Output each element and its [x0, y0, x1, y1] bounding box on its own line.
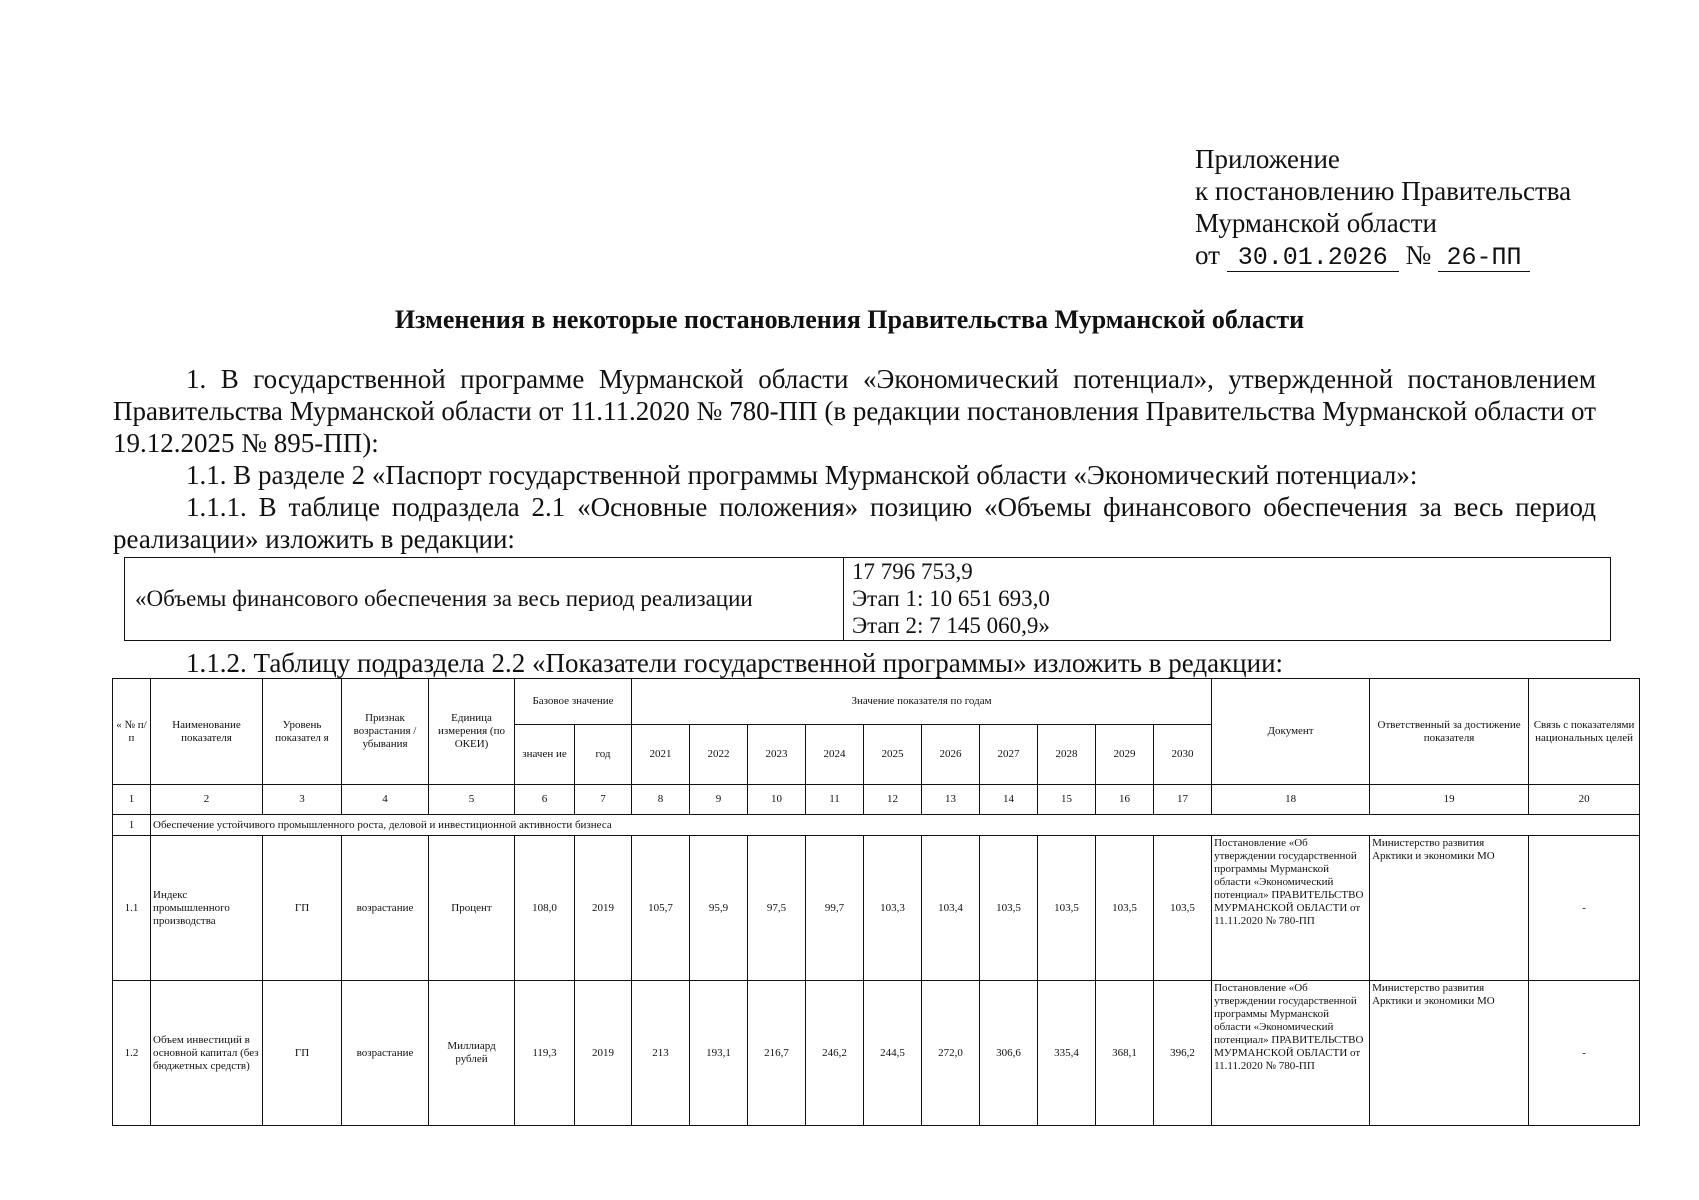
- column-numbers-row: [113, 785, 1640, 815]
- row-unit: Миллиард рублей: [429, 981, 515, 1126]
- appendix-line-3: Мурманской области: [1195, 208, 1437, 238]
- appendix-line-2: к постановлению Правительства: [1195, 176, 1572, 206]
- column-number: 8: [632, 785, 690, 815]
- table-row: [113, 981, 1640, 1126]
- row-base-value: 108,0: [515, 836, 575, 981]
- header-year: 2026: [922, 725, 980, 785]
- row-num: 1.2: [113, 981, 151, 1126]
- header-year: 2024: [806, 725, 864, 785]
- column-number: 3: [263, 785, 342, 815]
- header-year: 2022: [690, 725, 748, 785]
- table-row: [113, 836, 1640, 981]
- column-number: 17: [1154, 785, 1212, 815]
- column-number: 14: [980, 785, 1038, 815]
- indicators-table: [112, 678, 1640, 1126]
- header-responsible: Ответственный за достижение показателя: [1370, 679, 1529, 785]
- column-number: 15: [1038, 785, 1096, 815]
- date-prefix: от: [1195, 240, 1220, 270]
- row-sign: возрастание: [342, 836, 429, 981]
- finance-stage-2: Этап 2: 7 145 060,9»: [852, 613, 1050, 638]
- row-value: 368,1: [1096, 981, 1154, 1126]
- column-number: 1: [113, 785, 151, 815]
- appendix-date-line: [1195, 239, 1571, 272]
- header-year: 2021: [632, 725, 690, 785]
- row-document: Постановление «Об утверждении государственной программы Мурманской области «Экономический потенциал» ПРАВИТЕЛЬСТВО МУРМАНСКОЙ ОБЛАСТИ от 11.11.2020 № 780-ПП: [1212, 981, 1370, 1126]
- row-value: 105,7: [632, 836, 690, 981]
- row-value: 396,2: [1154, 981, 1212, 1126]
- resolution-number: 26-ПП: [1438, 245, 1530, 272]
- document-heading: Изменения в некоторые постановления Правительства Мурманской области: [394, 305, 1305, 334]
- resolution-date: 30.01.2026: [1227, 245, 1399, 272]
- row-sign: возрастание: [342, 981, 429, 1126]
- row-value: 103,5: [1154, 836, 1212, 981]
- header-num: « № п/п: [113, 679, 151, 785]
- column-number: 7: [575, 785, 632, 815]
- row-value: 246,2: [806, 981, 864, 1126]
- row-base-year: 2019: [575, 836, 632, 981]
- row-unit: Процент: [429, 836, 515, 981]
- column-number: 16: [1096, 785, 1154, 815]
- header-base: Базовое значение: [515, 679, 632, 725]
- row-value: 216,7: [748, 981, 806, 1126]
- finance-label: «Объемы финансового обеспечения за весь период реализации: [125, 558, 844, 640]
- row-name: Индекс промышленного производства: [151, 836, 263, 981]
- finance-table: [124, 557, 1611, 641]
- row-level: ГП: [263, 836, 342, 981]
- header-base-value: значен ие: [515, 725, 575, 785]
- column-number: 9: [690, 785, 748, 815]
- row-level: ГП: [263, 981, 342, 1126]
- section-title: Обеспечение устойчивого промышленного роста, деловой и инвестиционной активности бизнеса: [151, 815, 1640, 836]
- row-document: Постановление «Об утверждении государственной программы Мурманской области «Экономический потенциал» ПРАВИТЕЛЬСТВО МУРМАНСКОЙ ОБЛАСТИ от 11.11.2020 № 780-ПП: [1212, 836, 1370, 981]
- column-number: 13: [922, 785, 980, 815]
- row-value: 95,9: [690, 836, 748, 981]
- row-link: -: [1529, 981, 1640, 1126]
- header-year: 2030: [1154, 725, 1212, 785]
- finance-total: 17 796 753,9: [852, 559, 973, 584]
- row-value: 335,4: [1038, 981, 1096, 1126]
- paragraph-1-1-2: 1.1.2. Таблицу подраздела 2.2 «Показатели государственной программы» изложить в редакции:: [186, 648, 1284, 678]
- column-number: 18: [1212, 785, 1370, 815]
- header-link: Связь с показателями национальных целей: [1529, 679, 1640, 785]
- paragraph-1-1-1: 1.1.1. В таблице подраздела 2.1 «Основные положения» позицию «Объемы финансового обеспечения за весь период реализации» изложить в редакции:: [113, 492, 1596, 554]
- header-document: Документ: [1212, 679, 1370, 785]
- row-value: 103,5: [1096, 836, 1154, 981]
- paragraph-1-1: 1.1. В разделе 2 «Паспорт государственной программы Мурманской области «Экономический потенциал»:: [186, 460, 1418, 490]
- row-responsible: Министерство развития Арктики и экономики МО: [1370, 836, 1529, 981]
- column-number: 2: [151, 785, 263, 815]
- header-base-year: год: [575, 725, 632, 785]
- row-value: 306,6: [980, 981, 1038, 1126]
- row-value: 97,5: [748, 836, 806, 981]
- header-unit: Единица измерения (по ОКЕИ): [429, 679, 515, 785]
- row-value: 213: [632, 981, 690, 1126]
- header-year: 2028: [1038, 725, 1096, 785]
- row-base-value: 119,3: [515, 981, 575, 1126]
- finance-stage-1: Этап 1: 10 651 693,0: [852, 586, 1050, 611]
- row-value: 103,4: [922, 836, 980, 981]
- column-number: 10: [748, 785, 806, 815]
- header-year: 2023: [748, 725, 806, 785]
- column-number: 5: [429, 785, 515, 815]
- header-year: 2025: [864, 725, 922, 785]
- column-number: 12: [864, 785, 922, 815]
- column-number: 19: [1370, 785, 1529, 815]
- header-by-years: Значение показателя по годам: [632, 679, 1212, 725]
- row-value: 103,5: [980, 836, 1038, 981]
- header-year: 2029: [1096, 725, 1154, 785]
- row-value: 193,1: [690, 981, 748, 1126]
- column-number: 4: [342, 785, 429, 815]
- row-num: 1.1: [113, 836, 151, 981]
- row-responsible: Министерство развития Арктики и экономики МО: [1370, 981, 1529, 1126]
- row-link: -: [1529, 836, 1640, 981]
- paragraph-1: 1. В государственной программе Мурманской области «Экономический потенциал», утвержденной постановлением Правительства Мурманской области от 11.11.2020 № 780-ПП (в редакции постановления Правительства Мурманской области от 19.12.2025 № 895-ПП):: [113, 364, 1596, 458]
- header-name: Наименование показателя: [151, 679, 263, 785]
- appendix-line-1: Приложение: [1195, 144, 1340, 174]
- appendix-block: [1195, 143, 1571, 272]
- header-year: 2027: [980, 725, 1038, 785]
- section-row: [113, 815, 1640, 836]
- finance-values: [852, 558, 1050, 639]
- section-num: 1: [113, 815, 151, 836]
- row-value: 103,3: [864, 836, 922, 981]
- header-level: Уровень показател я: [263, 679, 342, 785]
- column-number: 11: [806, 785, 864, 815]
- header-sign: Признак возрастания / убывания: [342, 679, 429, 785]
- column-number: 20: [1529, 785, 1640, 815]
- row-value: 103,5: [1038, 836, 1096, 981]
- row-value: 99,7: [806, 836, 864, 981]
- row-name: Объем инвестиций в основной капитал (без бюджетных средств): [151, 981, 263, 1126]
- number-prefix: №: [1405, 240, 1432, 270]
- column-number: 6: [515, 785, 575, 815]
- row-value: 272,0: [922, 981, 980, 1126]
- row-base-year: 2019: [575, 981, 632, 1126]
- row-value: 244,5: [864, 981, 922, 1126]
